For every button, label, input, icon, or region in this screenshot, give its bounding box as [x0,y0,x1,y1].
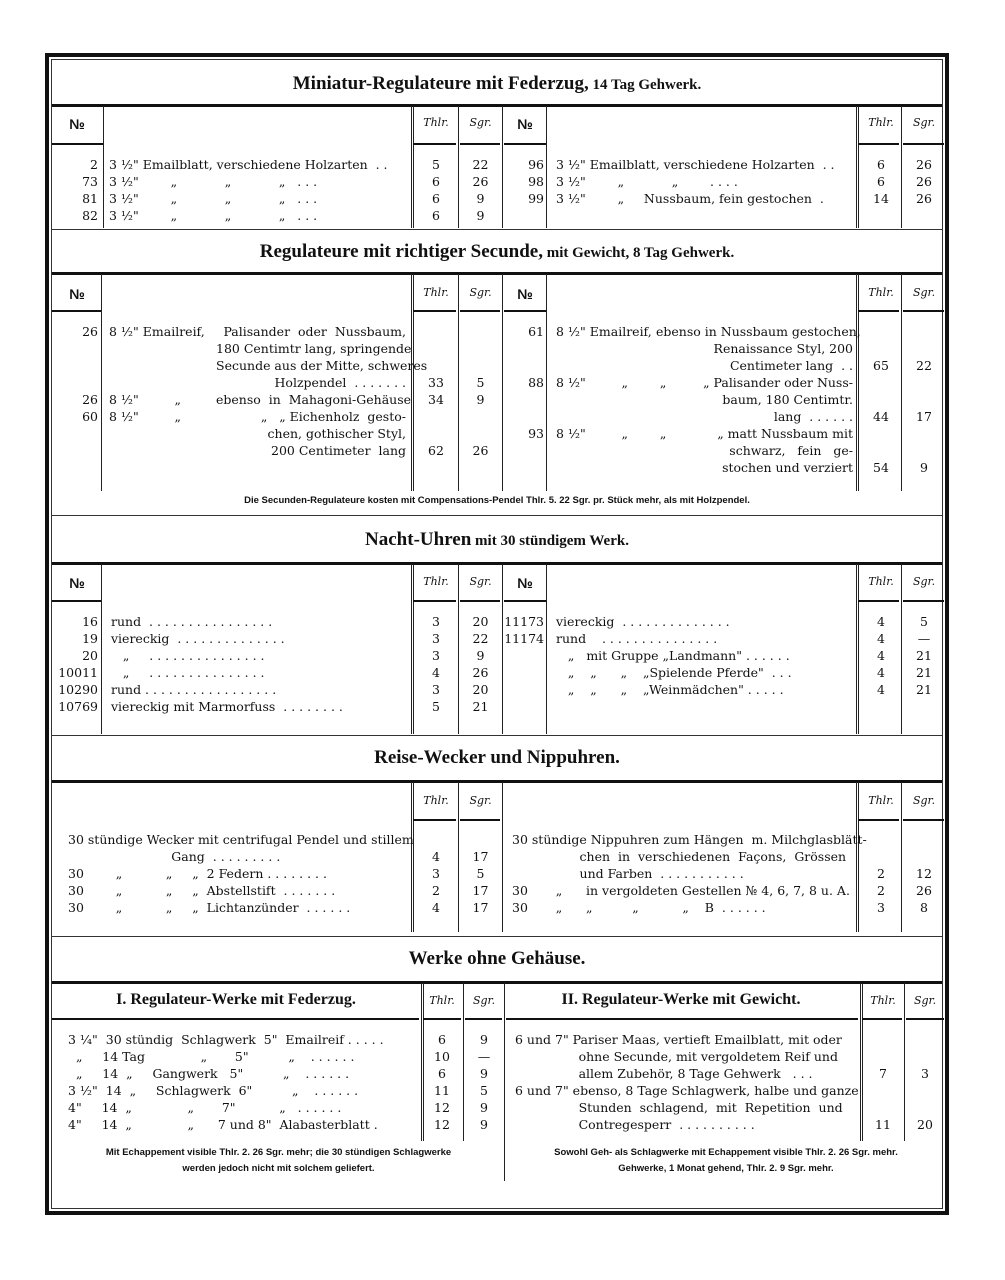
vertical-rule [502,274,503,491]
section-title-nacht [52,529,942,551]
col-header-sgr: Sgr. [469,116,492,129]
footnote-gewicht [506,1145,946,1177]
header-underline [504,600,546,602]
price-silbergroschen: 20 [472,614,489,629]
col-header-thlr: Thlr. [429,994,455,1007]
item-description: Stunden schlagend, mit Repetition und [515,1100,843,1115]
item-description: baum, 180 Centimtr. [722,392,853,407]
section-title-reise [52,747,942,769]
item-description: Renaissance Styl, 200 [713,341,853,356]
header-underline [903,819,944,821]
header-underline [52,310,101,312]
header-underline [423,1018,461,1020]
price-thaler: 6 [432,208,440,223]
price-silbergroschen: 17 [472,900,489,915]
price-thaler: 2 [877,866,885,881]
price-silbergroschen: 26 [472,174,489,189]
footnote-federzug [56,1145,501,1177]
price-silbergroschen: 20 [917,1117,933,1132]
col-header-no: № [517,286,533,302]
price-thaler: 54 [873,460,889,475]
item-description: ebenso in Mahagoni-Gehäuse [216,392,412,407]
item-description: „ 14 Tag „ 5" „ . . . . . . [68,1049,355,1064]
vertical-rule [502,564,503,734]
page-inner [51,59,943,1209]
item-description: allem Zubehör, 8 Tage Gehwerk . . . [515,1066,813,1081]
vertical-rule [458,106,459,228]
price-thaler: 44 [873,409,889,424]
vertical-rule [856,274,859,491]
price-silbergroschen: 12 [916,866,932,881]
col-header-thlr: Thlr. [423,575,449,588]
item-description: „ matt Nussbaum mit [717,426,853,441]
item-number: 26 [82,392,98,407]
item-description: viereckig . . . . . . . . . . . . . . [111,631,285,646]
col-header-no: № [69,116,85,132]
price-thaler: 5 [432,699,440,714]
vertical-rule [411,564,414,734]
col-header-thlr: Thlr. [868,575,894,588]
header-underline [858,310,899,312]
price-thaler: 34 [428,392,444,407]
subtitle-federzug: I. Regulateur-Werke mit Federzug. [116,991,356,1008]
price-thaler: 14 [873,191,889,206]
price-silbergroschen: 9 [476,392,485,407]
header-underline [413,310,456,312]
price-silbergroschen: 9 [476,648,485,663]
item-description: Secunde aus der Mitte, schweres [216,358,428,373]
price-thaler: 3 [432,648,440,663]
price-thaler: 62 [428,443,444,458]
price-silbergroschen: 26 [472,665,489,680]
item-description: 30 „ „ „ Abstellstift . . . . . . . [68,883,336,898]
item-description: „ Palisander oder Nuss- [703,375,853,390]
price-silbergroschen: 22 [472,157,489,172]
item-description: „ . . . . . . . . . . . . . . . [111,665,265,680]
footnote-line: Mit Echappement visible Thlr. 2. 26 Sgr. mehr; die 30 stündigen Schlagwerke [105,1147,452,1158]
price-silbergroschen: 17 [472,849,489,864]
section-title-main: Regulateure mit richtiger Secunde, [259,241,543,262]
vertical-rule [411,782,414,932]
item-number: 93 [528,426,544,441]
section-title-main: Reise-Wecker und Nippuhren. [374,747,620,768]
header-underline [858,143,899,145]
price-thaler: 2 [432,883,440,898]
header-underline [906,1018,944,1020]
price-thaler: 3 [432,682,440,697]
price-silbergroschen: 8 [920,900,928,915]
item-description: rund . . . . . . . . . . . . . . . . . [111,682,277,697]
price-thaler: 65 [873,358,889,373]
price-thaler: 6 [432,174,440,189]
price-thaler: 12 [434,1100,450,1115]
item-description: 3 ½" Emailblatt, verschiedene Holzarten . . [109,157,388,172]
price-thaler: 2 [877,883,885,898]
col-header-sgr: Sgr. [912,575,936,588]
price-thaler: 4 [877,631,885,646]
item-number: 20 [82,648,98,663]
item-number: 10011 [58,665,98,680]
price-thaler: 3 [877,900,885,915]
item-number: 11174 [504,631,544,646]
price-silbergroschen: 21 [916,648,932,663]
item-description: 3 ½" „ „ . . . . [556,174,738,189]
item-number: 2 [90,157,98,172]
section-title-sub: 14 Tag Gehwerk. [588,77,702,93]
item-number: 99 [528,191,544,206]
col-header-sgr: Sgr. [913,994,937,1007]
vertical-rule [458,564,459,734]
price-silbergroschen: 17 [916,409,932,424]
price-thaler: 33 [428,375,444,390]
price-thaler: 6 [432,191,440,206]
price-silbergroschen: 26 [916,191,932,206]
vertical-rule [458,782,459,932]
price-silbergroschen: 3 [921,1066,929,1081]
footnote-secunde: Die Secunden-Regulateure kosten mit Compensations-Pendel Thlr. 5. 22 Sgr. pr. Stück mehr, als mit Holzpendel. [244,495,750,506]
item-description: rund . . . . . . . . . . . . . . . . [111,614,273,629]
item-description: 4" 14 „ „ 7" „ . . . . . . [68,1100,342,1115]
price-silbergroschen: 21 [916,682,932,697]
vertical-rule [901,106,902,228]
price-silbergroschen: 26 [916,883,932,898]
price-silbergroschen: 17 [472,883,489,898]
header-underline [858,600,899,602]
item-description: 180 Centimtr lang, springende [216,341,412,356]
item-size: 8 ½" „ [109,409,182,424]
vertical-rule [411,274,414,491]
price-thaler: 4 [877,665,885,680]
vertical-rule [856,564,859,734]
col-header-thlr: Thlr. [868,794,894,807]
item-description: ohne Secunde, mit vergoldetem Reif und [515,1049,838,1064]
item-number: 16 [82,614,98,629]
price-silbergroschen: 22 [472,631,489,646]
price-thaler: 4 [432,849,440,864]
footnote-line: Sowohl Geh- als Schlagwerke mit Echappement visible Thlr. 2. 26 Sgr. mehr. [554,1147,898,1158]
item-size: 8 ½" „ „ [556,426,667,441]
item-number: 26 [82,324,98,339]
price-thaler: 4 [877,648,885,663]
horizontal-rule [52,562,942,565]
item-description: „ mit Gruppe „Landmann" . . . . . . [556,648,790,663]
section-title-sub: mit Gewicht, 8 Tag Gehwerk. [542,245,735,261]
item-description: lang . . . . . . [773,409,853,424]
price-silbergroschen: 5 [920,614,928,629]
item-description: und Farben . . . . . . . . . . . [512,866,744,881]
price-thaler: 10 [434,1049,450,1064]
col-header-sgr: Sgr. [912,794,936,807]
col-header-thlr: Thlr. [868,116,894,129]
vertical-rule [546,274,547,491]
col-header-no: № [69,286,85,302]
header-underline [504,143,546,145]
price-thaler: 11 [434,1083,450,1098]
item-number: 61 [528,324,544,339]
price-thaler: 4 [432,900,440,915]
price-thaler: 4 [432,665,440,680]
vertical-rule [458,274,459,491]
item-description: 3 ¼" 30 stündig Schlagwerk 5" Emailreif . . . . . [68,1032,384,1047]
item-description: 6 und 7" ebenso, 8 Tage Schlagwerk, halbe und ganze [515,1083,859,1098]
vertical-rule [103,106,104,228]
price-thaler: 3 [432,614,440,629]
item-description: „ „ „ „Weinmädchen" . . . . . [556,682,784,697]
col-header-thlr: Thlr. [870,994,896,1007]
price-silbergroschen: 5 [480,1083,488,1098]
item-description: schwarz, fein ge- [729,443,853,458]
price-silbergroschen: 9 [480,1117,488,1132]
section-title-miniatur [52,73,942,95]
header-underline [460,600,500,602]
header-underline [903,143,944,145]
footnote-line: werden jedoch nicht mit solchem geliefert. [182,1163,375,1174]
vertical-rule [901,564,902,734]
header-underline [460,819,500,821]
item-size: 8 ½" „ [109,392,182,407]
item-description: 3 ½" „ „ „ . . . [109,174,318,189]
price-silbergroschen: 21 [916,665,932,680]
footnote-line: Gehwerke, 1 Monat gehend, Thlr. 2. 9 Sgr. mehr. [618,1163,834,1174]
section-title-main: Miniatur-Regulateure mit Federzug, [292,73,589,94]
horizontal-rule [52,104,942,107]
item-description: chen, gothischer Styl, [267,426,406,441]
item-number: 10769 [58,699,98,714]
vertical-rule [546,106,547,228]
vertical-rule [411,106,414,228]
price-thaler: 7 [879,1066,887,1081]
col-header-sgr: Sgr. [472,994,496,1007]
vertical-rule [463,983,464,1141]
item-description: ebenso in Nussbaum gestochen, [656,324,861,339]
header-underline [903,600,944,602]
item-number: 73 [82,174,98,189]
item-description: 30 stündige Nippuhren zum Hängen m. Milchglasblätt- [512,832,867,847]
item-description: viereckig . . . . . . . . . . . . . . [556,614,730,629]
horizontal-rule [52,735,942,736]
item-number: 96 [528,157,544,172]
col-header-sgr: Sgr. [469,575,492,588]
price-silbergroschen: — [917,631,931,646]
vertical-rule [901,782,902,932]
header-underline [413,819,456,821]
item-description: 6 und 7" Pariser Maas, vertieft Emailblatt, mit oder [515,1032,842,1047]
header-underline [862,1018,902,1020]
item-number: 81 [82,191,98,206]
header-underline [506,1018,858,1020]
col-header-thlr: Thlr. [423,286,449,299]
header-underline [52,143,103,145]
item-description: Palisander oder Nussbaum, [223,324,406,339]
header-underline [858,819,899,821]
vertical-rule [101,274,102,491]
col-header-thlr: Thlr. [423,794,449,807]
price-silbergroschen: 9 [480,1066,488,1081]
item-description: stochen und verziert [722,460,853,475]
header-underline [460,310,500,312]
item-description: 30 „ „ „ 2 Federn . . . . . . . . [68,866,327,881]
price-silbergroschen: 5 [476,375,485,390]
price-silbergroschen: — [477,1049,491,1064]
item-description: 3 ½" „ Nussbaum, fein gestochen . [556,191,824,206]
header-underline [465,1018,502,1020]
price-thaler: 3 [432,631,440,646]
price-thaler: 6 [877,157,885,172]
item-number: 82 [82,208,98,223]
horizontal-rule [52,229,942,230]
section-title-werke [52,948,942,970]
item-description: 30 stündige Wecker mit centrifugal Pendel und stillem [68,832,414,847]
item-number: 60 [82,409,98,424]
item-number: 88 [528,375,544,390]
price-silbergroschen: 21 [472,699,489,714]
item-description: 30 „ in vergoldeten Gestellen № 4, 6, 7, 8 u. A. [512,883,850,898]
price-silbergroschen: 26 [916,174,932,189]
item-description: „ 14 „ Gangwerk 5" „ . . . . . . [68,1066,350,1081]
price-silbergroschen: 20 [472,682,489,697]
section-title-secunde [52,241,942,263]
price-silbergroschen: 9 [476,191,485,206]
item-size: 8 ½" Emailreif, [556,324,652,339]
item-description: „ . . . . . . . . . . . . . . . [111,648,265,663]
price-thaler: 6 [438,1032,446,1047]
header-underline [903,310,944,312]
col-header-sgr: Sgr. [469,286,492,299]
price-thaler: 4 [877,614,885,629]
vertical-rule [502,106,503,228]
item-description: 3 ½" Emailblatt, verschiedene Holzarten . . [556,157,835,172]
horizontal-rule [52,780,942,783]
section-title-sub: mit 30 stündigem Werk. [471,533,629,549]
price-silbergroschen: 9 [476,208,485,223]
header-underline [52,1018,419,1020]
item-description: 3 ½" „ „ „ . . . [109,191,318,206]
price-silbergroschen: 9 [480,1100,488,1115]
col-header-no: № [69,575,85,591]
price-silbergroschen: 9 [920,460,928,475]
price-silbergroschen: 22 [916,358,932,373]
price-silbergroschen: 5 [476,866,485,881]
price-silbergroschen: 26 [916,157,932,172]
item-description: rund . . . . . . . . . . . . . . . [556,631,718,646]
item-description: Contregesperr . . . . . . . . . . [515,1117,755,1132]
item-description: 4" 14 „ „ 7 und 8" Alabasterblatt . [68,1117,378,1132]
item-number: 19 [82,631,98,646]
header-underline [504,310,546,312]
item-description: 3 ½" „ „ „ . . . [109,208,318,223]
vertical-rule [856,782,859,932]
item-description: „ „ Eichenholz gesto- [260,409,406,424]
horizontal-rule [52,515,942,516]
col-header-no: № [517,116,533,132]
page-frame [45,53,949,1215]
item-description: 3 ½" 14 „ Schlagwerk 6" „ . . . . . . [68,1083,359,1098]
vertical-rule [504,983,505,1181]
col-header-thlr: Thlr. [423,116,449,129]
price-thaler: 12 [434,1117,450,1132]
item-number: 10290 [58,682,98,697]
section-title-main: Nacht-Uhren [365,529,472,550]
vertical-rule [546,564,547,734]
subtitle-gewicht: II. Regulateur-Werke mit Gewicht. [561,991,801,1008]
col-header-sgr: Sgr. [469,794,492,807]
horizontal-rule [52,936,942,937]
header-underline [413,143,456,145]
price-silbergroschen: 26 [472,443,489,458]
vertical-rule [901,274,902,491]
vertical-rule [502,782,503,932]
vertical-rule [101,564,102,734]
horizontal-rule [52,981,942,984]
price-thaler: 6 [877,174,885,189]
col-header-no: № [517,575,533,591]
price-thaler: 3 [432,866,440,881]
header-underline [52,600,101,602]
item-size: 8 ½" „ „ [556,375,667,390]
item-number: 98 [528,174,544,189]
col-header-sgr: Sgr. [912,116,936,129]
vertical-rule [904,983,905,1141]
item-description: 200 Centimeter lang [271,443,406,458]
header-underline [460,143,500,145]
price-silbergroschen: 9 [480,1032,488,1047]
section-title-main: Werke ohne Gehäuse. [408,948,586,969]
item-description: Holzpendel . . . . . . . [274,375,406,390]
vertical-rule [856,106,859,228]
item-description: chen in verschiedenen Façons, Grössen [512,849,847,864]
item-description: viereckig mit Marmorfuss . . . . . . . . [111,699,343,714]
price-thaler: 11 [875,1117,891,1132]
item-number: 11173 [504,614,544,629]
item-description: Gang . . . . . . . . . [68,849,281,864]
col-header-sgr: Sgr. [912,286,936,299]
item-description: 30 „ „ „ Lichtanzünder . . . . . . [68,900,351,915]
horizontal-rule [52,272,942,275]
price-thaler: 5 [432,157,440,172]
item-size: 8 ½" Emailreif, [109,324,205,339]
col-header-thlr: Thlr. [868,286,894,299]
price-thaler: 6 [438,1066,446,1081]
item-description: Centimeter lang . . [729,358,853,373]
header-underline [413,600,456,602]
price-thaler: 4 [877,682,885,697]
item-description: 30 „ „ „ „ B . . . . . . [512,900,766,915]
item-description: „ „ „ „Spielende Pferde" . . . [556,665,792,680]
